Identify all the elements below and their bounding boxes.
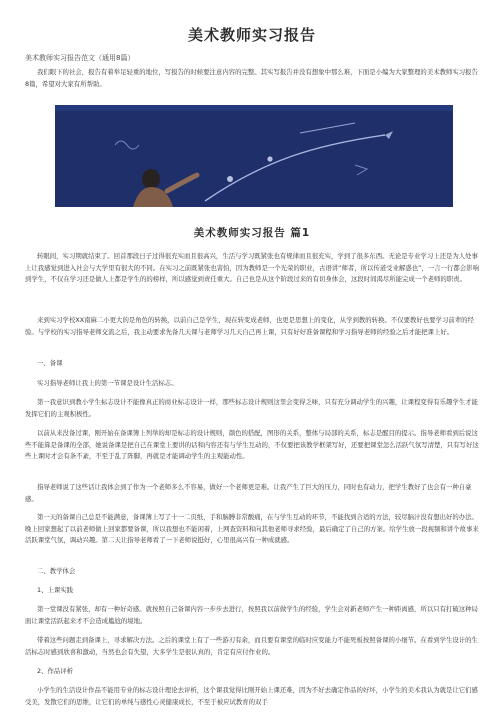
- subheading-text: 一、备课: [37, 359, 63, 367]
- subheading: [25, 585, 480, 597]
- subheading-text: 二、教学体会: [37, 567, 76, 575]
- subheading: [25, 358, 480, 370]
- section-heading: 美术教师实习报告 篇1: [193, 227, 311, 239]
- subheading: [25, 666, 480, 678]
- body-paragraph: [25, 512, 480, 559]
- body-paragraph: [25, 428, 480, 475]
- subheading-text: 1、上课实践: [37, 586, 74, 594]
- paragraph-text: 小学生的生活设计作品不能用专业的标志设计理论去评析，这个课我觉得比刚开始上课还难，因为不好去确定作品的好坏，小学生的美术我认为就是让它们感受美，发散它们的思维，让它们的单纯与感性心灵健康成长，不至于被应试教育的双手: [25, 686, 478, 706]
- body-paragraph: [25, 378, 480, 390]
- subheading-text: 2、作品评析: [37, 667, 74, 675]
- document-subtitle: 美术教师实习报告范文（通用8篇）: [25, 54, 135, 62]
- paragraph-text: 来到实习学校XX南麻二小更大的是角色的转换，以前自己是学生，现在转变成老师，也更是思想上的变化，从学到教的转换。不仅要教好也要学习前辈的经验。与学校的实习指导老师交流之后，我主动要求先备几天课与老师学习几天自己再上课，只有好好准备课程和学习指导老师的经验之后才能把课上好。: [25, 316, 474, 336]
- paragraph-text: 指导老师说了这些话让我体会到了作为一个老师多么不容易，做好一个老师更是难。让我产生了巨大的压力，同时也有动力，把学生教好了也会有一种自豪感。: [25, 483, 472, 503]
- intro-paragraph: [25, 67, 480, 91]
- document-title: 美术教师实习报告: [187, 26, 316, 44]
- paragraph-text: 第一我意识到教小学生标志设计不能像真正的商业标志设计一样，那些标志设计规则这里会变得乏味，只有充分调动学生的兴趣，让课程变得有乐趣学生才能发挥它们的主观积极性。: [25, 398, 478, 418]
- subheading: [25, 566, 480, 578]
- classroom-photo: [55, 105, 453, 207]
- paragraph-text: 实习指导老师让我上的第一节课是设计生活标志。: [37, 379, 178, 387]
- body-paragraph: [25, 315, 480, 351]
- paragraph-text: 转眼间，实习期就结束了。回首那段日子过得很充实而且很高兴，生活与学习既紧张也有规律而且很充实，学到了很多东西。无论是专业学习上还是为人处事上让我感觉到进入社会与大学里有很大的不同。在实习之前既紧张也害怕，因为教师是一个光荣的职业，古语讲“师者，所以传道受业解惑也”，一言一行都会影响到学生，不仅在学习还是做人上都是学生的的榜样，所以感觉到责任重大。自己也是从这个阶段过来的有切身体会，这段时间渴尽所能完成一个老师的职责。: [25, 252, 479, 284]
- paragraph-text: 第一天的备课自己总是不能满意，备课簿上写了十一二页纸，手和脑膊非常酸痛，在与学生互动的环节，不能找到合适的方法，较尽脑汁没有想出好的办法。晚上回家想起了以前老师做上回家都要备课，所以我想也不能闲着，上网查资料和向其他老师寻求经验，最后确定了自己的方案。给学生放一段视频和讲个故事来活跃课堂气氛，调动兴趣。第二天让指导老师看了一下老师说挺好，心里很高兴有一种成就感。: [25, 513, 479, 545]
- paragraph-text: 以前从来没备过课，刚开始在备课簿上列举的却是标志的设计规则，颜色的搭配，图形的关系，整体与局部的关系，标志是醒目的提示。指导老师看到后说这些不能算是备课的全部，她说备课是把自己在课堂上要讲的话和内容还有与学生互动的，不仅要把该教学框架写好，还要把课堂怎么活跃气氛写清楚，只有写好这些上课时才会有条不紊，不至于乱了阵脚，再就是才能调动学生的主观能动性。: [25, 429, 479, 461]
- body-paragraph: [25, 397, 480, 421]
- body-paragraph: [25, 685, 480, 709]
- paragraph-text: 带着这些问题走到备课上，寻求解决方法。之后的课堂上有了一些游刃有余，而且要有课堂的临时应变能力不能死板按照备课的小细节。在看到学生设计的生活标志时感到欣喜和激动，当然也会有失望，大多学生是很认真的，肯定有应付作业的。: [25, 636, 478, 656]
- blackboard-drawing: [55, 105, 453, 207]
- intro-text: 我们眼下的社会，报告有着举足轻重的地位，写报告的时候要注意内容的完整。其实写报告并没有想象中那么难，下面是小编为大家整理的美术教师实习报告8篇，希望对大家有所帮助。: [25, 68, 478, 88]
- body-paragraph: [25, 635, 480, 659]
- paragraph-text: 第一堂课没有紧张，却有一种好奇感。就按照自己备课内容一步步去进行，按照我以前做学生的经验，学生会对新老师产生一种距离感，所以只有打破这种局面让课堂活跃起来才不会造成尴尬的境地。: [25, 605, 478, 625]
- body-paragraph: [25, 482, 480, 506]
- body-paragraph: [25, 604, 480, 628]
- body-paragraph: [25, 251, 480, 309]
